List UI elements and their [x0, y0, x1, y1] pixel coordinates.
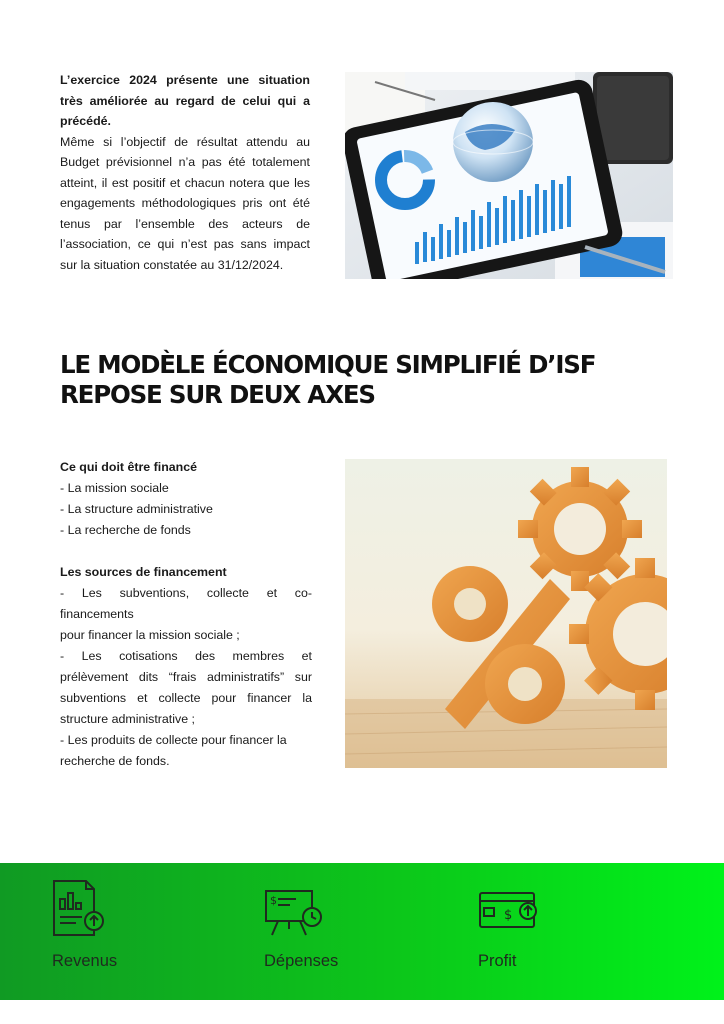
sources-title: Les sources de financement: [60, 565, 227, 579]
financed-title: Ce qui doit être financé: [60, 460, 198, 474]
list-item: - La recherche de fonds: [60, 523, 191, 537]
sources-line: prélèvement dits “frais administratifs” sur: [60, 670, 312, 684]
list-item: - La structure administrative: [60, 502, 213, 516]
sources-section: [60, 562, 312, 772]
tablet-analytics-photo: [345, 72, 673, 279]
financed-section: [60, 457, 312, 541]
metric-label: Revenus: [52, 952, 118, 970]
revenue-document-icon: [52, 877, 106, 944]
metrics-banner: [0, 863, 724, 1000]
profit-wallet-icon: [478, 877, 540, 944]
gears-percent-photo: [345, 459, 667, 768]
section-heading: LE MODÈLE ÉCONOMIQUE SIMPLIFIÉ D’ISF REPOSE SUR DEUX AXES: [60, 350, 596, 409]
intro-body: Même si l’objectif de résultat attendu au Budget prévisionnel n’a pas été totalement atteint, il est positif et chacun notera que les engagements méthodologiques pris ont été tenus par l’ensemble des acteurs de l’association, ce qui n’est pas sans impact sur la situation constatée au 31/12/2024.: [60, 134, 310, 272]
sources-line: - Les cotisations des membres et: [60, 649, 312, 663]
list-item: - La mission sociale: [60, 481, 169, 495]
metric-label: Profit: [478, 952, 517, 970]
sources-line: - Les produits de collecte pour financer la: [60, 733, 287, 747]
svg-text:$: $: [504, 908, 513, 923]
sources-line: pour financer la mission sociale ;: [60, 628, 240, 642]
sources-line: financements: [60, 607, 134, 621]
sources-line: - Les subventions, collecte et co-: [60, 586, 312, 600]
sources-line: structure administrative ;: [60, 712, 195, 726]
intro-lead: L’exercice 2024 présente une situation très améliorée au regard de celui qui a précédé.: [60, 73, 310, 128]
intro-paragraph: [60, 70, 310, 275]
svg-text:$: $: [270, 894, 277, 907]
sources-line: subventions et collecte pour financer la: [60, 691, 312, 705]
expenses-board-icon: [264, 877, 326, 944]
metric-label: Dépenses: [264, 952, 339, 970]
sources-line: recherche de fonds.: [60, 754, 170, 768]
